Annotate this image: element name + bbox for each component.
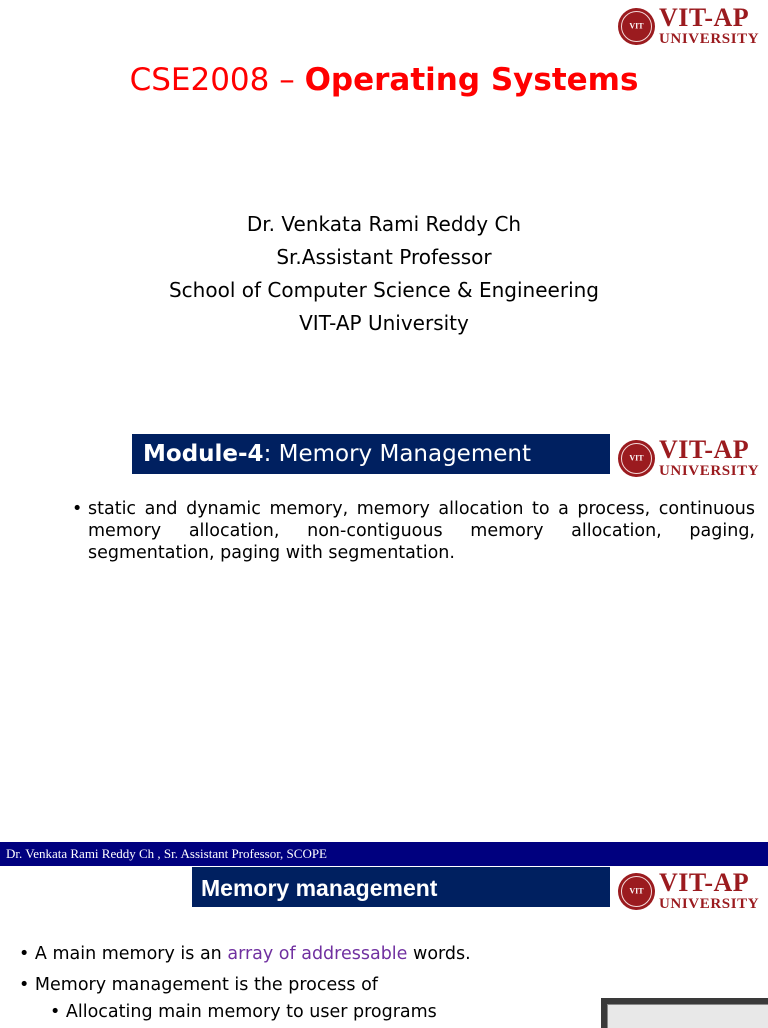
logo-wordmark (659, 5, 759, 47)
highlighted-term: array of addressable (227, 944, 408, 964)
author-designation: Sr.Assistant Professor (276, 245, 492, 269)
university-seal-icon (618, 440, 655, 477)
list-item (19, 975, 378, 995)
footer-bar (0, 842, 768, 866)
sub-list-item (50, 1002, 437, 1022)
slide-title-banner (192, 867, 610, 907)
author-name: Dr. Venkata Rami Reddy Ch (246, 212, 522, 236)
bullet-icon: • (72, 499, 83, 519)
bullet-text-post: words. (407, 944, 471, 964)
logo-line-2: UNIVERSITY (659, 463, 760, 479)
seal-text: VIT (629, 453, 644, 463)
logo-line-2: UNIVERSITY (659, 896, 760, 912)
logo-line-2: UNIVERSITY (659, 31, 760, 47)
author-school: School of Computer Science & Engineering (168, 278, 599, 302)
logo-wordmark (659, 870, 759, 912)
seal-text: VIT (629, 21, 644, 31)
university-logo-middle (618, 437, 759, 479)
bullet-icon: • (50, 1002, 61, 1022)
course-title (0, 62, 768, 98)
seal-text: VIT (629, 886, 644, 896)
bullet-icon: • (19, 975, 30, 995)
university-seal-icon (618, 8, 655, 45)
bullet-text: Memory management is the process of (34, 975, 378, 995)
university-seal-icon (618, 873, 655, 910)
list-item (19, 944, 471, 964)
footer-text: Dr. Venkata Rami Reddy Ch , Sr. Assistant Professor, SCOPE (6, 846, 328, 861)
module-title: : Memory Management (263, 441, 531, 467)
university-logo-bottom (618, 870, 759, 912)
slide-title: Memory management (201, 875, 438, 901)
logo-line-1: VIT-AP (659, 868, 750, 897)
bullet-icon: • (19, 944, 30, 964)
sub-bullet-text: Allocating main memory to user programs (65, 1002, 437, 1022)
course-code: CSE2008 – (129, 62, 305, 98)
logo-line-1: VIT-AP (659, 435, 750, 464)
author-university: VIT-AP University (299, 311, 469, 335)
diagram-panel (607, 1004, 768, 1028)
course-name: Operating Systems (304, 62, 639, 98)
module-label: Module-4 (143, 441, 264, 467)
module-heading (143, 441, 531, 467)
topics-text: static and dynamic memory, memory allocation to a process, continuous memory allocation, non-contiguous memory allocation, paging, segmentation, paging with segmentation. (88, 499, 755, 563)
bullet-text-pre: A main memory is an (34, 944, 228, 964)
module-topics (72, 498, 755, 564)
module-banner (132, 434, 610, 474)
logo-wordmark (659, 437, 759, 479)
university-logo-top (618, 5, 759, 47)
logo-line-1: VIT-AP (659, 3, 750, 32)
